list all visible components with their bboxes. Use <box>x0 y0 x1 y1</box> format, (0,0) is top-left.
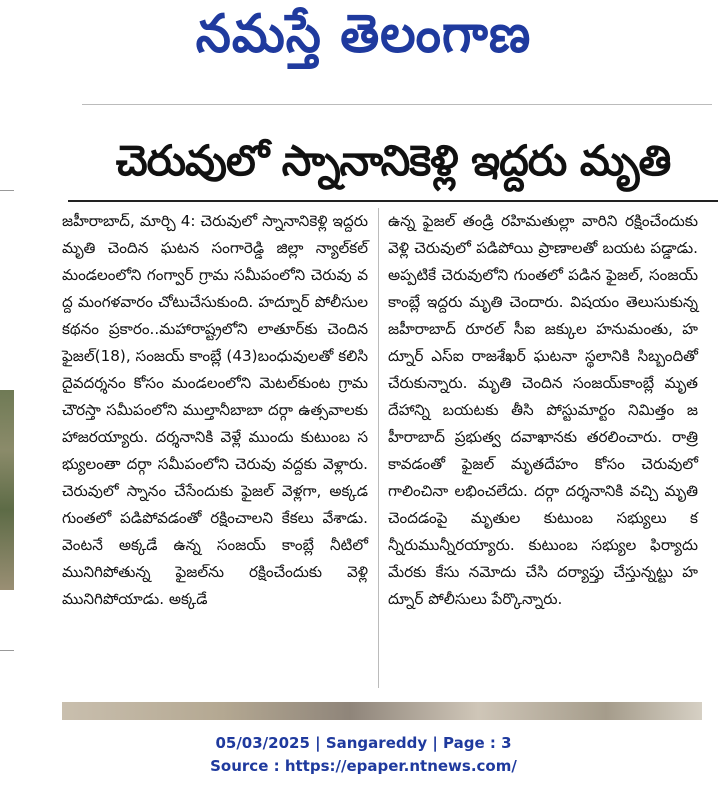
headline-divider <box>68 200 718 202</box>
adjacent-photo-fragment <box>0 390 14 590</box>
news-clipping <box>58 90 718 720</box>
article-headline: చెరువులో స్నానానికెళ్లి ఇద్దరు మృతి <box>115 136 671 185</box>
article-column-left: జహీరాబాద్, మార్చి 4: చెరువులో స్నానానికెళ్లి ఇద్దరు మృతి చెందిన ఘటన సంగారెడ్డి జిల్లా న్యాల్‌కల్ మండలంలోని గంగ్వార్ గ్రామ సమీపంలోని చెరువు వద్ద మంగళవారం చోటుచేసుకుంది. హద్నూర్ పోలీసుల కథనం ప్రకారం..మహారాష్ట్రలోని లాతూర్‌కు చెందిన ఫైజల్(18), సంజయ్ కాంబ్లే (43)బంధువులతో కలిసి దైవదర్శనం కోసం మండలంలోని మెటల్‌కుంట గ్రామ చౌరస్తా సమీపంలోని ముల్తానీబాబా దర్గా ఉత్సవాలకు హాజరయ్యారు. దర్శనానికి వెళ్లే ముందు కుటుంబ సభ్యులంతా దర్గా సమీపంలోని చెరువు వద్దకు వెళ్లారు. చెరువులో స్నానం చేసేందుకు ఫైజల్ వెళ్లగా, అక్కడ గుంతలో పడిపోవడంతో రక్షించాలని కేకలు వేశాడు. వెంటనే అక్కడే ఉన్న సంజయ్ కాంబ్లే నీటిలో మునిగిపోతున్న ఫైజల్‌ను రక్షించేందుకు వెళ్లి మునిగిపోయాడు. అక్కడే <box>62 212 368 608</box>
next-article-photo-fragment <box>62 702 702 720</box>
masthead-logo: నమస్తే తెలంగాణ <box>195 2 532 64</box>
footer-date-edition: 05/03/2025 | Sangareddy | Page : 3 <box>215 734 512 752</box>
column-divider <box>378 208 379 688</box>
previous-article-strip <box>82 90 712 106</box>
footer-source: Source : https://epaper.ntnews.com/ <box>210 757 517 775</box>
masthead <box>0 0 727 80</box>
adjacent-article-edge <box>0 90 16 720</box>
clipping-footer <box>0 732 727 778</box>
article-column-right: ఉన్న ఫైజల్ తండ్రి రహిమతుల్లా వారిని రక్షించేందుకు వెళ్లి చెరువులో పడిపోయి ప్రాణాలతో బయట పడ్డాడు. అప్పటికే చెరువులోని గుంతలో పడిన ఫైజల్, సంజయ్ కాంబ్లే ఇద్దరు మృతి చెందారు. విషయం తెలుసుకున్న జహీరాబాద్ రూరల్ సీఐ జక్కుల హనుమంతు, హద్నూర్ ఎస్ఐ రాజశేఖర్ ఘటనా స్థలానికి సిబ్బందితో చేరుకున్నారు. మృతి చెందిన సంజయ్‌కాంబ్లే మృతదేహాన్ని బయటకు తీసి పోస్టుమార్టం నిమిత్తం జహీరాబాద్ ప్రభుత్వ దవాఖానకు తరలించారు. రాత్రి కావడంతో ఫైజల్ మృతదేహం కోసం చెరువులో గాలించినా లభించలేదు. దర్గా దర్శనానికి వచ్చి మృతి చెందడంపై మృతుల కుటుంబ సభ్యులు కన్నీరుమున్నీరయ్యారు. కుటుంబ సభ్యుల ఫిర్యాదు మేరకు కేసు నమోదు చేసి దర్యాప్తు చేస్తున్నట్టు హద్నూర్ పోలీసులు పేర్కొన్నారు. <box>388 212 698 608</box>
